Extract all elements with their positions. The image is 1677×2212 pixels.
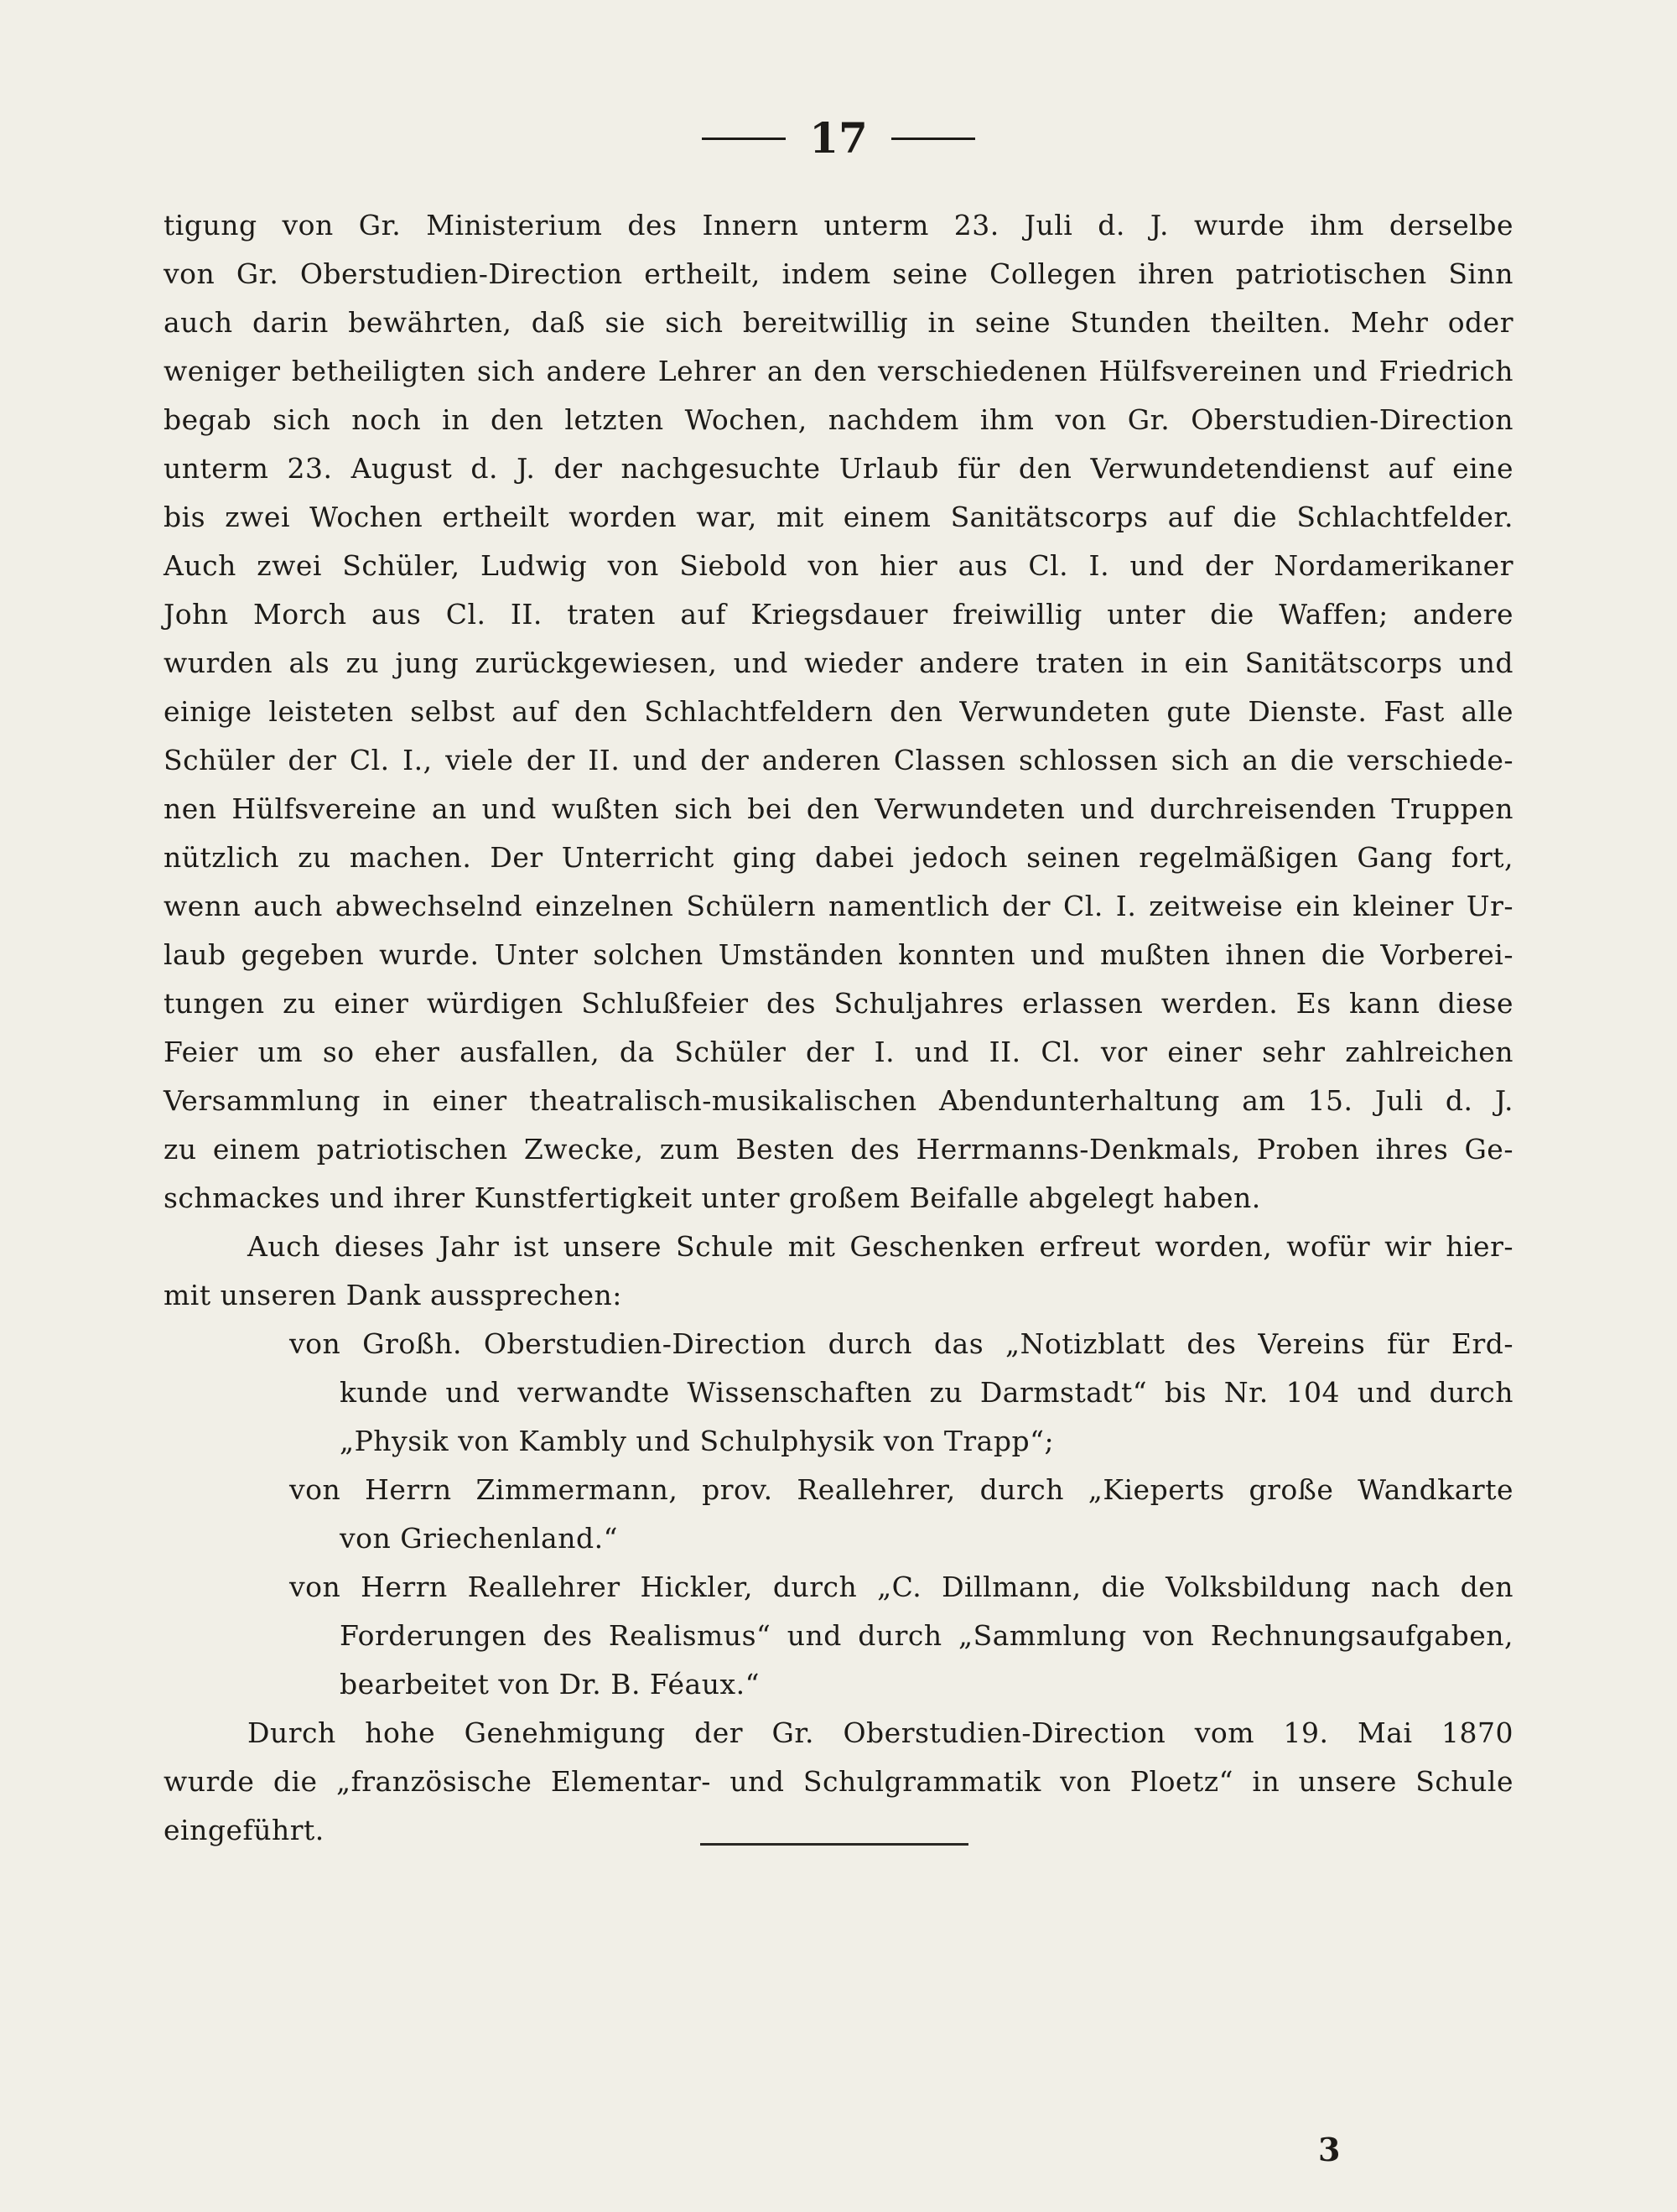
text-line: unterm 23. August d. J. der nachgesuchte Urlaub für den Verwundetendienst auf eine (164, 452, 1513, 485)
text-line: Auch zwei Schüler, Ludwig von Siebold von hier aus Cl. I. und der Nordamerikaner (164, 549, 1513, 582)
text-line: Feier um so eher ausfallen, da Schüler der I. und II. Cl. vor einer sehr zahlreichen (164, 1036, 1513, 1068)
text-line: von Großh. Oberstudien-Direction durch das „Notizblatt des Vereins für Erd- (289, 1327, 1513, 1360)
text-line: von Herrn Zimmermann, prov. Reallehrer, durch „Kieperts große Wandkarte (289, 1473, 1513, 1506)
text-line: begab sich noch in den letzten Wochen, nachdem ihm von Gr. Oberstudien-Direction (164, 403, 1513, 436)
signature-mark: 3 (1318, 2131, 1341, 2168)
text-line: bearbeitet von Dr. B. Féaux.“ (340, 1668, 760, 1701)
page-number: 17 (809, 113, 868, 163)
text-line: von Gr. Oberstudien-Direction ertheilt, indem seine Collegen ihren patriotischen Sinn (164, 257, 1513, 290)
text-line: tigung von Gr. Ministerium des Innern unterm 23. Juli d. J. wurde ihm derselbe (164, 209, 1513, 241)
text-line: Durch hohe Genehmigung der Gr. Oberstudien-Direction vom 19. Mai 1870 (247, 1716, 1513, 1749)
text-line: Versammlung in einer theatralisch-musikalischen Abendunterhaltung am 15. Juli d. J. (164, 1084, 1513, 1117)
header-rule-left (702, 138, 786, 140)
text-line: tungen zu einer würdigen Schlußfeier des Schuljahres erlassen werden. Es kann diese (164, 987, 1513, 1020)
text-line: „Physik von Kambly und Schulphysik von Trapp“; (340, 1425, 1055, 1457)
text-line: wurden als zu jung zurückgewiesen, und wieder andere traten in ein Sanitätscorps und (164, 646, 1513, 679)
text-line: von Griechenland.“ (340, 1522, 618, 1555)
text-line: von Herrn Reallehrer Hickler, durch „C. Dillmann, die Volksbildung nach den (289, 1571, 1513, 1603)
text-line: wenn auch abwechselnd einzelnen Schülern namentlich der Cl. I. zeitweise ein kleiner Ur- (164, 890, 1513, 922)
text-line: schmackes und ihrer Kunstfertigkeit unter großem Beifalle abgelegt haben. (164, 1181, 1261, 1214)
text-line: zu einem patriotischen Zwecke, zum Besten des Herrmanns-Denkmals, Proben ihres Ge- (164, 1133, 1513, 1166)
text-line: einige leisteten selbst auf den Schlachtfeldern den Verwundeten gute Dienste. Fast alle (164, 695, 1513, 728)
text-line: Auch dieses Jahr ist unsere Schule mit Geschenken erfreut worden, wofür wir hier- (247, 1230, 1513, 1263)
text-line: nen Hülfsvereine an und wußten sich bei den Verwundeten und durchreisenden Truppen (164, 792, 1513, 825)
text-line: nützlich zu machen. Der Unterricht ging dabei jedoch seinen regelmäßigen Gang fort, (164, 841, 1513, 874)
text-line: wurde die „französische Elementar- und Schulgrammatik von Ploetz“ in unsere Schule (164, 1765, 1513, 1798)
text-line: kunde und verwandte Wissenschaften zu Darmstadt“ bis Nr. 104 und durch (340, 1376, 1513, 1409)
text-line: Schüler der Cl. I., viele der II. und der anderen Classen schlossen sich an die verschiede- (164, 744, 1513, 776)
body-text (164, 201, 1513, 1855)
text-line: mit unseren Dank aussprechen: (164, 1279, 622, 1311)
page-header (0, 113, 1677, 163)
header-rule-right (891, 138, 975, 140)
closing-rule (700, 1843, 968, 1846)
text-line: weniger betheiligten sich andere Lehrer an den verschiedenen Hülfsvereinen und Friedrich (164, 355, 1513, 387)
text-line: John Morch aus Cl. II. traten auf Kriegsdauer freiwillig unter die Waffen; andere (164, 598, 1513, 631)
text-line: eingeführt. (164, 1814, 324, 1846)
text-line: laub gegeben wurde. Unter solchen Umständen konnten und mußten ihnen die Vorberei- (164, 938, 1513, 971)
text-line: auch darin bewährten, daß sie sich bereitwillig in seine Stunden theilten. Mehr oder (164, 306, 1513, 339)
text-line: Forderungen des Realismus“ und durch „Sammlung von Rechnungsaufgaben, (340, 1619, 1513, 1652)
text-line: bis zwei Wochen ertheilt worden war, mit einem Sanitätscorps auf die Schlachtfelder. (164, 501, 1513, 533)
